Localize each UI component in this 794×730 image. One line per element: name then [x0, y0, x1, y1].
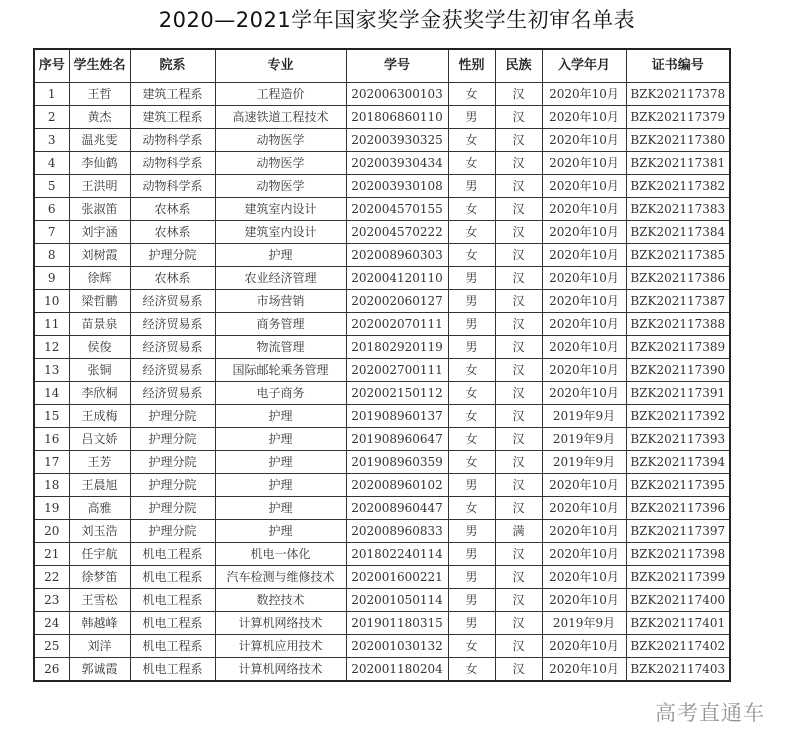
cell-major: 护理 [215, 428, 346, 451]
cell-certificate-no: BZK202117396 [626, 497, 730, 520]
cell-student-id: 201802920119 [346, 336, 448, 359]
table-row [34, 497, 730, 520]
cell-name: 王洪明 [69, 175, 130, 198]
cell-gender: 女 [448, 83, 495, 106]
cell-certificate-no: BZK202117390 [626, 359, 730, 382]
cell-name: 刘洋 [69, 635, 130, 658]
cell-certificate-no: BZK202117388 [626, 313, 730, 336]
cell-department: 护理分院 [130, 405, 215, 428]
cell-ethnicity: 汉 [495, 382, 542, 405]
cell-index: 18 [34, 474, 69, 497]
cell-department: 机电工程系 [130, 589, 215, 612]
cell-enrollment-date: 2020年10月 [542, 497, 626, 520]
cell-ethnicity: 汉 [495, 244, 542, 267]
cell-index: 6 [34, 198, 69, 221]
cell-student-id: 202002070111 [346, 313, 448, 336]
cell-ethnicity: 汉 [495, 221, 542, 244]
cell-department: 动物科学系 [130, 152, 215, 175]
cell-major: 护理 [215, 405, 346, 428]
cell-gender: 男 [448, 336, 495, 359]
cell-name: 吕文娇 [69, 428, 130, 451]
header-index: 序号 [34, 49, 69, 83]
table-row [34, 336, 730, 359]
cell-department: 经济贸易系 [130, 359, 215, 382]
cell-certificate-no: BZK202117394 [626, 451, 730, 474]
cell-gender: 男 [448, 543, 495, 566]
table-row [34, 83, 730, 106]
cell-index: 2 [34, 106, 69, 129]
cell-ethnicity: 汉 [495, 198, 542, 221]
cell-major: 国际邮轮乘务管理 [215, 359, 346, 382]
cell-index: 19 [34, 497, 69, 520]
cell-ethnicity: 汉 [495, 589, 542, 612]
document-title: 2020—2021学年国家奖学金获奖学生初审名单表 [158, 8, 636, 32]
cell-ethnicity: 汉 [495, 566, 542, 589]
table-row [34, 474, 730, 497]
table-row [34, 566, 730, 589]
table-row [34, 589, 730, 612]
cell-student-id: 202008960833 [346, 520, 448, 543]
cell-department: 经济贸易系 [130, 290, 215, 313]
cell-ethnicity: 汉 [495, 267, 542, 290]
cell-certificate-no: BZK202117387 [626, 290, 730, 313]
cell-major: 农业经济管理 [215, 267, 346, 290]
cell-certificate-no: BZK202117397 [626, 520, 730, 543]
cell-ethnicity: 满 [495, 520, 542, 543]
cell-enrollment-date: 2020年10月 [542, 589, 626, 612]
header-student-id: 学号 [346, 49, 448, 83]
cell-name: 王雪松 [69, 589, 130, 612]
table-row [34, 658, 730, 682]
cell-gender: 女 [448, 198, 495, 221]
cell-student-id: 202002150112 [346, 382, 448, 405]
cell-name: 黄杰 [69, 106, 130, 129]
cell-student-id: 201901180315 [346, 612, 448, 635]
table-row [34, 405, 730, 428]
cell-major: 机电一体化 [215, 543, 346, 566]
cell-name: 侯俊 [69, 336, 130, 359]
cell-enrollment-date: 2020年10月 [542, 290, 626, 313]
cell-ethnicity: 汉 [495, 336, 542, 359]
cell-index: 9 [34, 267, 69, 290]
cell-major: 计算机网络技术 [215, 658, 346, 682]
header-ethnicity: 民族 [495, 49, 542, 83]
cell-enrollment-date: 2020年10月 [542, 244, 626, 267]
cell-department: 农林系 [130, 221, 215, 244]
cell-index: 21 [34, 543, 69, 566]
cell-name: 任宇航 [69, 543, 130, 566]
cell-major: 商务管理 [215, 313, 346, 336]
table-row [34, 198, 730, 221]
cell-student-id: 202008960447 [346, 497, 448, 520]
cell-ethnicity: 汉 [495, 83, 542, 106]
cell-department: 经济贸易系 [130, 382, 215, 405]
cell-index: 24 [34, 612, 69, 635]
cell-department: 护理分院 [130, 520, 215, 543]
cell-name: 李仙鹤 [69, 152, 130, 175]
table-row [34, 221, 730, 244]
cell-index: 23 [34, 589, 69, 612]
cell-student-id: 202003930434 [346, 152, 448, 175]
cell-gender: 女 [448, 658, 495, 682]
cell-index: 17 [34, 451, 69, 474]
cell-gender: 男 [448, 313, 495, 336]
cell-certificate-no: BZK202117383 [626, 198, 730, 221]
cell-student-id: 202003930108 [346, 175, 448, 198]
cell-department: 农林系 [130, 267, 215, 290]
cell-certificate-no: BZK202117392 [626, 405, 730, 428]
cell-gender: 女 [448, 451, 495, 474]
cell-name: 温兆雯 [69, 129, 130, 152]
cell-major: 护理 [215, 497, 346, 520]
cell-gender: 男 [448, 474, 495, 497]
cell-index: 3 [34, 129, 69, 152]
table-row [34, 382, 730, 405]
cell-student-id: 202002700111 [346, 359, 448, 382]
header-name: 学生姓名 [69, 49, 130, 83]
cell-name: 王晨旭 [69, 474, 130, 497]
cell-enrollment-date: 2020年10月 [542, 313, 626, 336]
cell-gender: 男 [448, 520, 495, 543]
cell-ethnicity: 汉 [495, 635, 542, 658]
cell-department: 机电工程系 [130, 566, 215, 589]
cell-gender: 女 [448, 129, 495, 152]
cell-certificate-no: BZK202117384 [626, 221, 730, 244]
table-row [34, 520, 730, 543]
cell-student-id: 202002060127 [346, 290, 448, 313]
header-certificate-no: 证书编号 [626, 49, 730, 83]
cell-department: 机电工程系 [130, 543, 215, 566]
cell-name: 高雅 [69, 497, 130, 520]
cell-ethnicity: 汉 [495, 175, 542, 198]
cell-enrollment-date: 2020年10月 [542, 658, 626, 682]
cell-gender: 男 [448, 290, 495, 313]
cell-gender: 女 [448, 244, 495, 267]
cell-name: 李欣桐 [69, 382, 130, 405]
cell-enrollment-date: 2019年9月 [542, 405, 626, 428]
table-row [34, 129, 730, 152]
cell-student-id: 202003930325 [346, 129, 448, 152]
cell-major: 汽车检测与维修技术 [215, 566, 346, 589]
cell-student-id: 202001180204 [346, 658, 448, 682]
header-department: 院系 [130, 49, 215, 83]
cell-gender: 女 [448, 221, 495, 244]
cell-enrollment-date: 2019年9月 [542, 612, 626, 635]
cell-enrollment-date: 2020年10月 [542, 198, 626, 221]
cell-gender: 男 [448, 267, 495, 290]
cell-certificate-no: BZK202117381 [626, 152, 730, 175]
cell-index: 10 [34, 290, 69, 313]
cell-name: 王哲 [69, 83, 130, 106]
cell-index: 15 [34, 405, 69, 428]
cell-certificate-no: BZK202117378 [626, 83, 730, 106]
cell-index: 26 [34, 658, 69, 682]
table-row [34, 635, 730, 658]
cell-department: 护理分院 [130, 428, 215, 451]
cell-certificate-no: BZK202117398 [626, 543, 730, 566]
cell-ethnicity: 汉 [495, 359, 542, 382]
cell-certificate-no: BZK202117403 [626, 658, 730, 682]
cell-department: 护理分院 [130, 497, 215, 520]
cell-certificate-no: BZK202117385 [626, 244, 730, 267]
cell-name: 徐辉 [69, 267, 130, 290]
cell-enrollment-date: 2020年10月 [542, 129, 626, 152]
cell-index: 11 [34, 313, 69, 336]
table-row [34, 451, 730, 474]
table-row [34, 428, 730, 451]
cell-major: 护理 [215, 244, 346, 267]
cell-department: 机电工程系 [130, 658, 215, 682]
cell-department: 护理分院 [130, 244, 215, 267]
cell-student-id: 201908960359 [346, 451, 448, 474]
table-row [34, 290, 730, 313]
cell-certificate-no: BZK202117380 [626, 129, 730, 152]
cell-gender: 女 [448, 359, 495, 382]
cell-enrollment-date: 2019年9月 [542, 451, 626, 474]
cell-index: 5 [34, 175, 69, 198]
cell-student-id: 201908960647 [346, 428, 448, 451]
cell-enrollment-date: 2020年10月 [542, 175, 626, 198]
cell-gender: 女 [448, 497, 495, 520]
cell-name: 刘宇涵 [69, 221, 130, 244]
cell-department: 护理分院 [130, 474, 215, 497]
cell-major: 计算机网络技术 [215, 612, 346, 635]
cell-certificate-no: BZK202117389 [626, 336, 730, 359]
cell-index: 25 [34, 635, 69, 658]
cell-index: 22 [34, 566, 69, 589]
cell-enrollment-date: 2019年9月 [542, 428, 626, 451]
header-major: 专业 [215, 49, 346, 83]
cell-gender: 男 [448, 175, 495, 198]
cell-certificate-no: BZK202117402 [626, 635, 730, 658]
cell-index: 8 [34, 244, 69, 267]
cell-name: 梁哲鹏 [69, 290, 130, 313]
cell-enrollment-date: 2020年10月 [542, 152, 626, 175]
cell-student-id: 202006300103 [346, 83, 448, 106]
award-list-table [33, 48, 731, 682]
cell-ethnicity: 汉 [495, 612, 542, 635]
cell-department: 机电工程系 [130, 612, 215, 635]
cell-certificate-no: BZK202117379 [626, 106, 730, 129]
cell-major: 护理 [215, 451, 346, 474]
cell-department: 护理分院 [130, 451, 215, 474]
cell-ethnicity: 汉 [495, 152, 542, 175]
cell-certificate-no: BZK202117400 [626, 589, 730, 612]
cell-student-id: 202001030132 [346, 635, 448, 658]
cell-ethnicity: 汉 [495, 497, 542, 520]
cell-enrollment-date: 2020年10月 [542, 520, 626, 543]
cell-student-id: 201806860110 [346, 106, 448, 129]
cell-enrollment-date: 2020年10月 [542, 336, 626, 359]
cell-student-id: 202001600221 [346, 566, 448, 589]
cell-name: 刘玉浩 [69, 520, 130, 543]
cell-ethnicity: 汉 [495, 658, 542, 682]
cell-major: 物流管理 [215, 336, 346, 359]
cell-name: 刘树霞 [69, 244, 130, 267]
cell-gender: 女 [448, 382, 495, 405]
cell-department: 动物科学系 [130, 175, 215, 198]
cell-gender: 女 [448, 152, 495, 175]
cell-gender: 女 [448, 428, 495, 451]
cell-student-id: 202008960303 [346, 244, 448, 267]
cell-ethnicity: 汉 [495, 428, 542, 451]
cell-student-id: 202001050114 [346, 589, 448, 612]
cell-ethnicity: 汉 [495, 106, 542, 129]
cell-student-id: 201802240114 [346, 543, 448, 566]
cell-department: 经济贸易系 [130, 313, 215, 336]
cell-ethnicity: 汉 [495, 474, 542, 497]
cell-enrollment-date: 2020年10月 [542, 267, 626, 290]
cell-student-id: 202004570222 [346, 221, 448, 244]
cell-name: 王芳 [69, 451, 130, 474]
cell-enrollment-date: 2020年10月 [542, 83, 626, 106]
cell-major: 工程造价 [215, 83, 346, 106]
cell-index: 14 [34, 382, 69, 405]
cell-certificate-no: BZK202117382 [626, 175, 730, 198]
cell-department: 建筑工程系 [130, 83, 215, 106]
cell-name: 郭诚霞 [69, 658, 130, 682]
cell-certificate-no: BZK202117395 [626, 474, 730, 497]
cell-index: 20 [34, 520, 69, 543]
cell-certificate-no: BZK202117386 [626, 267, 730, 290]
cell-major: 数控技术 [215, 589, 346, 612]
cell-enrollment-date: 2020年10月 [542, 566, 626, 589]
cell-department: 机电工程系 [130, 635, 215, 658]
cell-enrollment-date: 2020年10月 [542, 221, 626, 244]
cell-student-id: 202004570155 [346, 198, 448, 221]
cell-major: 市场营销 [215, 290, 346, 313]
table-row [34, 244, 730, 267]
cell-index: 1 [34, 83, 69, 106]
table-row [34, 267, 730, 290]
cell-student-id: 202008960102 [346, 474, 448, 497]
cell-major: 计算机应用技术 [215, 635, 346, 658]
cell-name: 张铜 [69, 359, 130, 382]
cell-major: 动物医学 [215, 152, 346, 175]
cell-enrollment-date: 2020年10月 [542, 382, 626, 405]
cell-name: 张淑笛 [69, 198, 130, 221]
cell-ethnicity: 汉 [495, 313, 542, 336]
table-row [34, 612, 730, 635]
cell-certificate-no: BZK202117399 [626, 566, 730, 589]
cell-index: 13 [34, 359, 69, 382]
cell-major: 动物医学 [215, 175, 346, 198]
cell-major: 建筑室内设计 [215, 198, 346, 221]
table-row [34, 313, 730, 336]
table-row [34, 152, 730, 175]
cell-major: 动物医学 [215, 129, 346, 152]
cell-enrollment-date: 2020年10月 [542, 359, 626, 382]
cell-gender: 男 [448, 612, 495, 635]
cell-ethnicity: 汉 [495, 543, 542, 566]
cell-department: 动物科学系 [130, 129, 215, 152]
header-enrollment-date: 入学年月 [542, 49, 626, 83]
cell-index: 16 [34, 428, 69, 451]
cell-index: 7 [34, 221, 69, 244]
cell-index: 4 [34, 152, 69, 175]
cell-enrollment-date: 2020年10月 [542, 635, 626, 658]
cell-ethnicity: 汉 [495, 451, 542, 474]
cell-major: 护理 [215, 474, 346, 497]
table-row [34, 543, 730, 566]
cell-index: 12 [34, 336, 69, 359]
cell-certificate-no: BZK202117401 [626, 612, 730, 635]
cell-gender: 女 [448, 405, 495, 428]
cell-department: 农林系 [130, 198, 215, 221]
cell-enrollment-date: 2020年10月 [542, 106, 626, 129]
cell-student-id: 201908960137 [346, 405, 448, 428]
cell-name: 韩越峰 [69, 612, 130, 635]
cell-name: 徐梦笛 [69, 566, 130, 589]
table-row [34, 106, 730, 129]
cell-name: 王成梅 [69, 405, 130, 428]
cell-major: 建筑室内设计 [215, 221, 346, 244]
cell-gender: 男 [448, 566, 495, 589]
cell-certificate-no: BZK202117393 [626, 428, 730, 451]
cell-major: 电子商务 [215, 382, 346, 405]
cell-gender: 女 [448, 635, 495, 658]
cell-enrollment-date: 2020年10月 [542, 474, 626, 497]
cell-major: 护理 [215, 520, 346, 543]
cell-department: 经济贸易系 [130, 336, 215, 359]
cell-gender: 男 [448, 106, 495, 129]
cell-certificate-no: BZK202117391 [626, 382, 730, 405]
cell-enrollment-date: 2020年10月 [542, 543, 626, 566]
table-header-row [34, 49, 730, 83]
table-row [34, 359, 730, 382]
cell-ethnicity: 汉 [495, 129, 542, 152]
watermark: 高考直通车 [655, 701, 765, 725]
cell-ethnicity: 汉 [495, 405, 542, 428]
header-gender: 性别 [448, 49, 495, 83]
cell-name: 苗景泉 [69, 313, 130, 336]
cell-gender: 男 [448, 589, 495, 612]
cell-ethnicity: 汉 [495, 290, 542, 313]
cell-department: 建筑工程系 [130, 106, 215, 129]
table-row [34, 175, 730, 198]
cell-student-id: 202004120110 [346, 267, 448, 290]
cell-major: 高速铁道工程技术 [215, 106, 346, 129]
